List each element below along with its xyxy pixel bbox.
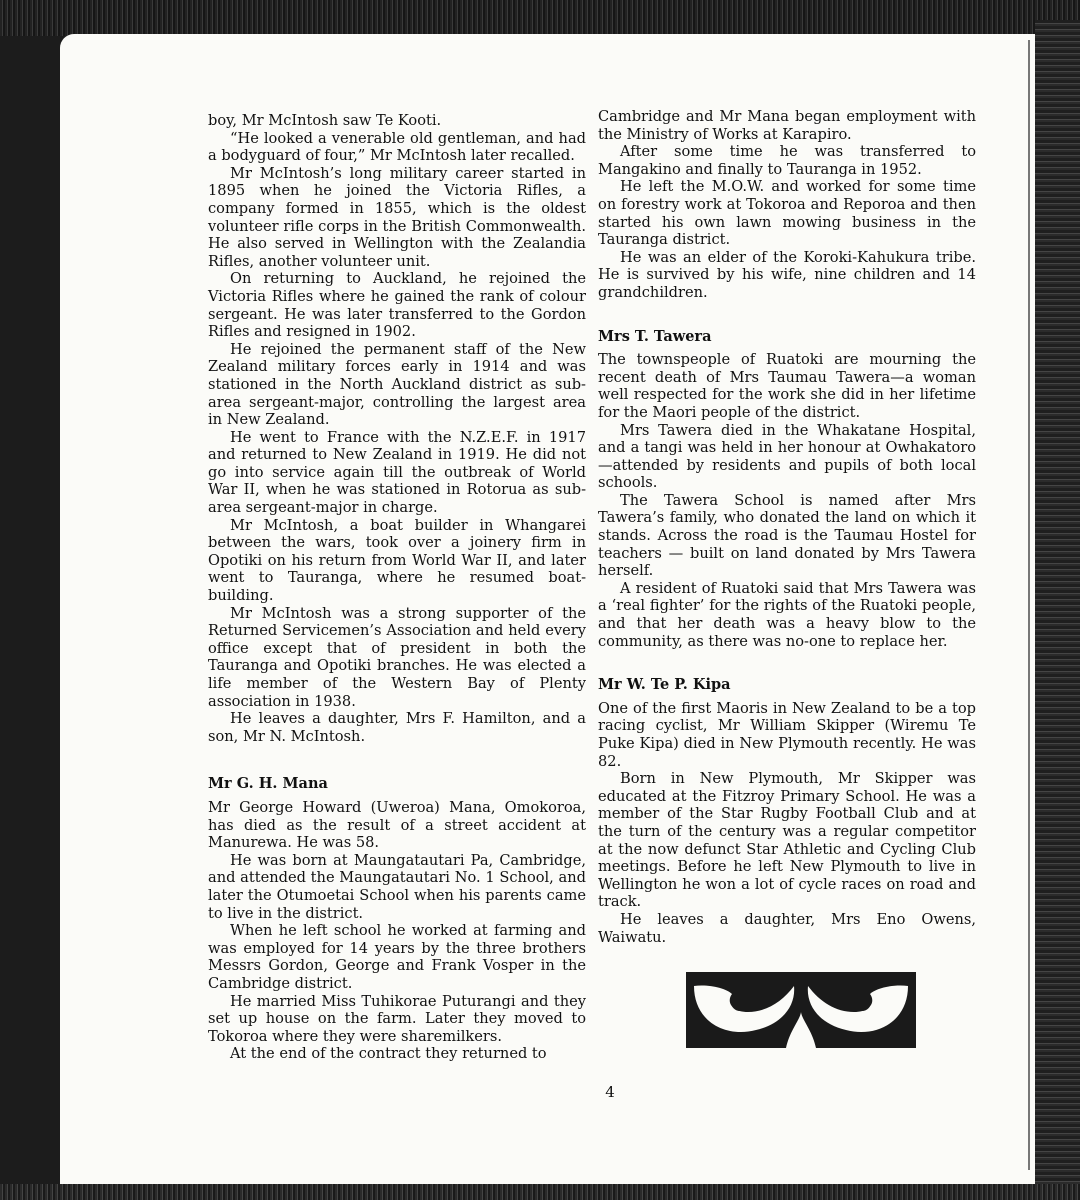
body-paragraph: On returning to Auckland, he rejoined the Victoria Rifles where he gained the rank of colour sergeant. He was later transferred to the Gordon Rifles and resigned in 1902. (208, 270, 586, 341)
body-paragraph: The Tawera School is named after Mrs Tawera’s family, who donated the land on which it stands. Across the road is the Taumau Hostel for teachers — built on land donated by Mrs Tawera herself. (598, 491, 976, 580)
obituary-heading-mana: Mr G. H. Mana (208, 775, 328, 793)
scan-border-bottom (0, 1184, 1080, 1200)
page-fold-line (1028, 40, 1030, 1170)
scan-border-right (1035, 20, 1080, 1190)
body-paragraph: boy, Mr McIntosh saw Te Kooti. (208, 112, 442, 129)
scan-border-top (0, 0, 1080, 36)
body-paragraph: Cambridge and Mr Mana began employment with the Ministry of Works at Karapiro. (598, 108, 976, 143)
body-paragraph: A resident of Ruatoki said that Mrs Tawera was a ‘real fighter’ for the rights of the Ruatoki people, and that her death was a heavy blow to the community, as there was no-one to replace her. (598, 579, 976, 650)
body-paragraph: Mr McIntosh was a strong supporter of the Returned Servicemen’s Association and held every office except that of president in both the Tauranga and Opotiki branches. He was elected a life member of the Western Bay of Plenty association in 1938. (208, 604, 586, 710)
body-paragraph: After some time he was transferred to Mangakino and finally to Tauranga in 1952. (598, 143, 976, 178)
body-paragraph: Mr George Howard (Uweroa) Mana, Omokoroa, has died as the result of a street accident at Manurewa. He was 58. (208, 798, 586, 852)
body-paragraph: Born in New Plymouth, Mr Skipper was educated at the Fitzroy Primary School. He was a member of the Star Rugby Football Club and at the turn of the century was a regular competitor at the now defunct Star Athletic and Cycling Club meetings. Before he left New Plymouth to live in Wellington he won a lot of cycle races on road and track. (598, 770, 976, 911)
body-paragraph: One of the first Maoris in New Zealand to be a top racing cyclist, Mr William Skipper (Wiremu Te Puke Kipa) died in New Plymouth recently. He was 82. (598, 699, 976, 770)
body-paragraph: He rejoined the permanent staff of the New Zealand military forces early in 1914 and was stationed in the North Auckland district as sub-area sergeant-major, controlling the largest area in New Zealand. (208, 340, 586, 429)
left-column (208, 112, 586, 1063)
body-paragraph: Mrs Tawera died in the Whakatane Hospital, and a tangi was held in her honour at Owhakatoro—attended by residents and pupils of both local schools. (598, 421, 976, 492)
body-paragraph: He was an elder of the Koroki-Kahukura tribe. He is survived by his wife, nine children and 14 grandchildren. (598, 248, 976, 301)
body-paragraph: He left the M.O.W. and worked for some time on forestry work at Tokoroa and Reporoa and then started his own lawn mowing business in the Tauranga district. (598, 178, 976, 249)
body-paragraph: Mr McIntosh’s long military career started in 1895 when he joined the Victoria Rifles, a company formed in 1855, which is the oldest volunteer rifle corps in the British Commonwealth. He also served in Wellington with the Zealandia Rifles, another volunteer unit. (208, 164, 586, 270)
body-paragraph: “He looked a venerable old gentleman, and had a bodyguard of four,” Mr McIntosh later recalled. (208, 129, 586, 165)
right-column (598, 108, 976, 946)
body-paragraph: He leaves a daughter, Mrs Eno Owens, Waiwatu. (598, 910, 976, 946)
right-koru-bulb (853, 993, 871, 1011)
body-paragraph: He went to France with the N.Z.E.F. in 1917 and returned to New Zealand in 1919. He did not go into service again till the outbreak of World War II, when he was stationed in Rotorua as sub-area sergeant-major in charge. (208, 428, 586, 517)
body-paragraph: He married Miss Tuhikorae Puturangi and they set up house on the farm. Later they moved to Tokoroa where they were sharemilkers. (208, 992, 586, 1045)
body-paragraph: Mr McIntosh, a boat builder in Whangarei between the wars, took over a joinery firm in Opotiki on his return from World War II, and later went to Tauranga, where he resumed boat-building. (208, 516, 586, 605)
obituary-heading-tawera: Mrs T. Tawera (598, 327, 712, 345)
left-koru-bulb (731, 993, 749, 1011)
page-number: 4 (605, 1083, 615, 1101)
body-paragraph: The townspeople of Ruatoki are mourning the recent death of Mrs Taumau Tawera—a woman well respected for the work she did in her lifetime for the Maori people of the district. (598, 351, 976, 421)
body-paragraph: At the end of the contract they returned to (230, 1045, 547, 1063)
body-paragraph: When he left school he worked at farming and was employed for 14 years by the three brothers Messrs Gordon, George and Frank Vosper in the Cambridge district. (208, 922, 586, 992)
body-paragraph: He was born at Maungatautari Pa, Cambridge, and attended the Maungatautari No. 1 School, and later the Otumoetai School when his parents came to live in the district. (208, 851, 586, 922)
obituary-heading-kipa: Mr W. Te P. Kipa (598, 676, 731, 694)
koru-pattern-icon (686, 972, 916, 1048)
body-paragraph: He leaves a daughter, Mrs F. Hamilton, and a son, Mr N. McIntosh. (208, 710, 586, 745)
